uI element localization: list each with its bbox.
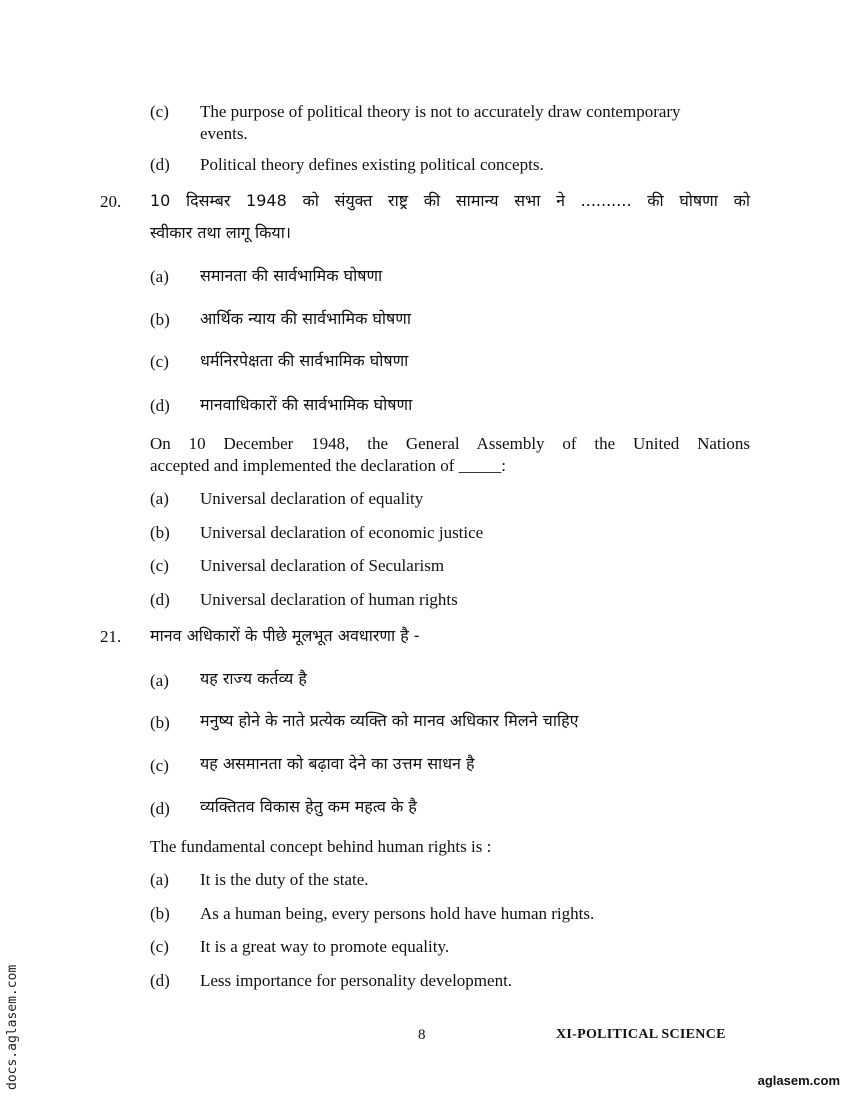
q19-option-c-letter: (c) — [150, 102, 169, 121]
q20-english-option-b-text: Universal declaration of economic justice — [200, 523, 484, 542]
q20-english-option-d-text: Universal declaration of human rights — [200, 590, 458, 609]
q21-hindi-option-b-text: मनुष्य होने के नाते प्रत्येक व्यक्ति को मानव अधिकार मिलने चाहिए — [200, 711, 579, 730]
q20-hindi-option-d-text: मानवाधिकारों की सार्वभामिक घोषणा — [200, 395, 413, 414]
q20-english-option-c-text: Universal declaration of Secularism — [200, 556, 445, 575]
q20-hindi-option-b-text: आर्थिक न्याय की सार्वभामिक घोषणा — [200, 309, 412, 328]
q21-hindi-option-d-text: व्यक्तितव विकास हेतु कम महत्व के है — [200, 797, 417, 816]
q21-english-option-a-letter: (a) — [150, 870, 169, 889]
q20-hindi-option-b-letter: (b) — [150, 310, 170, 329]
q20-english-option-d-letter: (d) — [150, 590, 170, 609]
q19-option-d-text: Political theory defines existing political concepts. — [200, 155, 544, 174]
q20-hindi-option-c-letter: (c) — [150, 352, 169, 371]
q20-hindi-option-a-text: समानता की सार्वभामिक घोषणा — [200, 266, 383, 285]
q21-english-option-d-letter: (d) — [150, 971, 170, 990]
q20-number: 20. — [100, 192, 122, 211]
q20-hindi-option-a-letter: (a) — [150, 267, 169, 286]
q20-english-option-a-letter: (a) — [150, 489, 169, 508]
q20-english-option-c-letter: (c) — [150, 556, 169, 575]
q21-number: 21. — [100, 627, 122, 646]
side-watermark: docs.aglasem.com — [5, 964, 20, 1090]
q19-option-c-text-cont: events. — [200, 124, 248, 143]
q20-hindi-question-line2: स्वीकार तथा लागू किया। — [150, 223, 291, 242]
q21-hindi-question: मानव अधिकारों के पीछे मूलभूत अवधारणा है - — [150, 626, 420, 645]
q21-english-option-b-text: As a human being, every persons hold have human rights. — [200, 904, 595, 923]
q20-hindi-option-d-letter: (d) — [150, 396, 170, 415]
q20-hindi-question-line1: 10 दिसम्बर 1948 को संयुक्त राष्ट्र की सामान्य सभा ने .......... की घोषणा को — [150, 191, 750, 210]
q21-hindi-option-a-text: यह राज्य कर्तव्य है — [200, 669, 307, 688]
q21-english-option-b-letter: (b) — [150, 904, 170, 923]
q21-hindi-option-b-letter: (b) — [150, 713, 170, 732]
footer-subject: XI-POLITICAL SCIENCE — [556, 1027, 726, 1042]
q21-english-option-c-text: It is a great way to promote equality. — [200, 937, 450, 956]
q20-hindi-option-c-text: धर्मनिरपेक्षता की सार्वभामिक घोषणा — [200, 351, 409, 370]
q20-english-question-line1: On 10 December 1948, the General Assembly of the United Nations — [150, 434, 750, 453]
q21-hindi-option-c-letter: (c) — [150, 756, 169, 775]
q21-hindi-option-c-text: यह असमानता को बढ़ावा देने का उत्तम साधन है — [200, 754, 475, 773]
q19-option-d-letter: (d) — [150, 155, 170, 174]
corner-watermark: aglasem.com — [757, 1073, 840, 1088]
page-number: 8 — [418, 1027, 426, 1043]
q21-english-question: The fundamental concept behind human rights is : — [150, 837, 492, 856]
q21-english-option-d-text: Less importance for personality development. — [200, 971, 513, 990]
q21-hindi-option-d-letter: (d) — [150, 799, 170, 818]
q21-hindi-option-a-letter: (a) — [150, 671, 169, 690]
q21-english-option-c-letter: (c) — [150, 937, 169, 956]
q20-english-option-a-text: Universal declaration of equality — [200, 489, 424, 508]
q20-english-option-b-letter: (b) — [150, 523, 170, 542]
q19-option-c-text: The purpose of political theory is not to accurately draw contemporary — [200, 102, 681, 121]
q21-english-option-a-text: It is the duty of the state. — [200, 870, 369, 889]
q20-english-question-line2: accepted and implemented the declaration of _____: — [150, 456, 506, 475]
